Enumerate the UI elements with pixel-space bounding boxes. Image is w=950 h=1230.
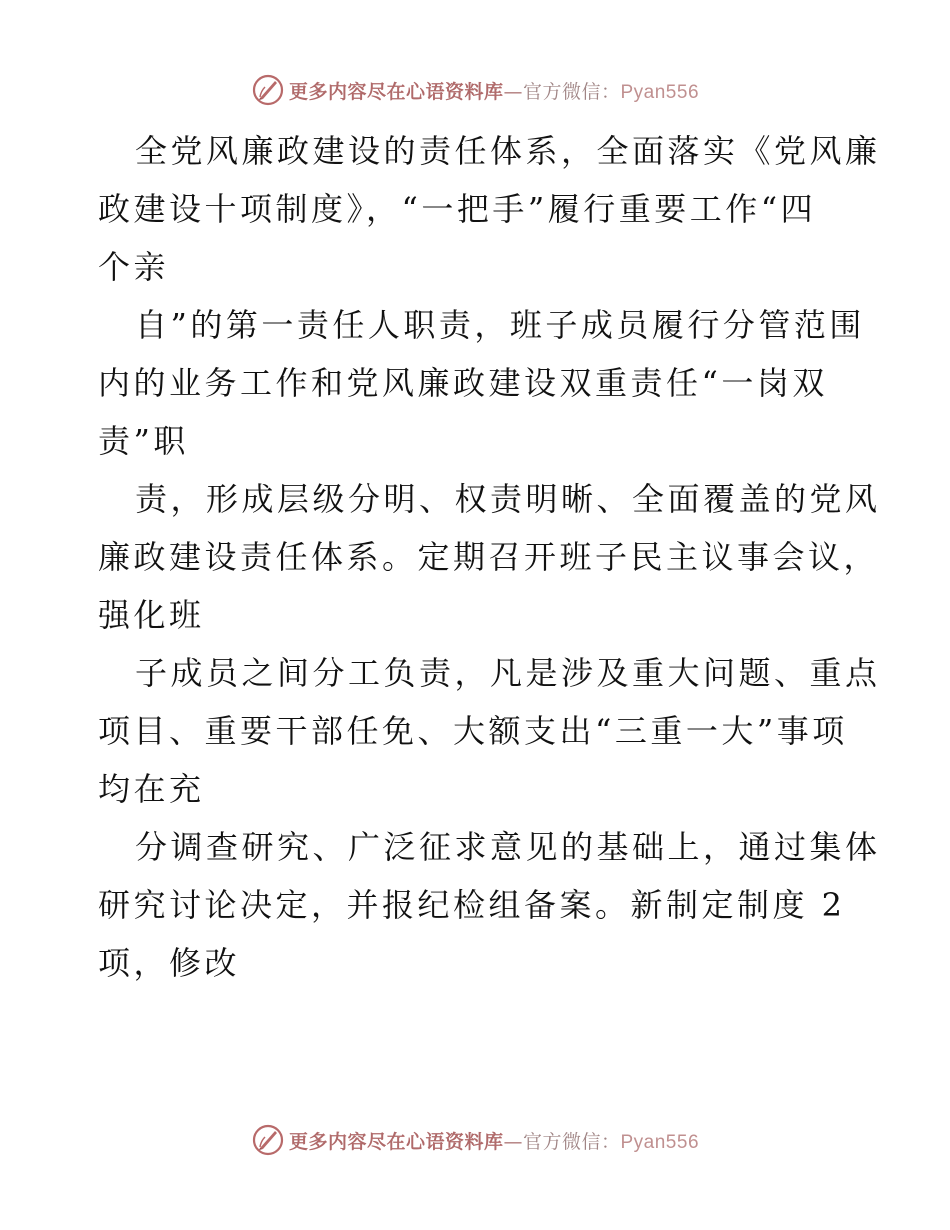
text-line: 项目、重要干部任免、大额支出“三重一大”事项 xyxy=(98,712,848,750)
text-line: 强化班 xyxy=(98,596,205,634)
text-line: 责”职 xyxy=(98,422,189,460)
text-line: 个亲 xyxy=(98,248,170,286)
watermark-main: 更多内容尽在心语资料库 xyxy=(288,80,504,103)
watermark-wechat-label: 官方微信： xyxy=(522,1130,621,1153)
text-line: 全党风廉政建设的责任体系，全面落实《党风廉 xyxy=(135,132,881,170)
quill-logo-icon xyxy=(251,73,285,107)
footer-watermark xyxy=(0,1120,950,1160)
watermark-wechat-id: Pyan556 xyxy=(620,81,700,103)
text-line: 项，修改 xyxy=(98,944,241,982)
text-line: 内的业务工作和党风廉政建设双重责任“一岗双 xyxy=(98,364,828,402)
quill-logo-icon xyxy=(251,1123,285,1157)
paragraph xyxy=(98,644,881,818)
watermark-wechat-label: 官方微信： xyxy=(522,80,621,103)
document-body xyxy=(98,122,881,992)
paragraph xyxy=(98,296,868,470)
text-line: 研究讨论决定，并报纪检组备案。新制定制度 2 xyxy=(98,886,846,924)
text-line: 政建设十项制度》，“一把手”履行重要工作“四 xyxy=(98,190,817,228)
watermark-text xyxy=(289,77,699,104)
watermark-main: 更多内容尽在心语资料库 xyxy=(288,1130,504,1153)
watermark-text xyxy=(289,1127,699,1154)
paragraph xyxy=(98,122,881,296)
paragraph xyxy=(98,818,881,992)
paragraph xyxy=(98,470,881,644)
text-line: 自”的第一责任人职责，班子成员履行分管范围 xyxy=(135,306,865,344)
watermark-dash: — xyxy=(503,1130,523,1153)
header-watermark xyxy=(0,70,950,110)
watermark-dash: — xyxy=(503,80,523,103)
text-line: 子成员之间分工负责，凡是涉及重大问题、重点 xyxy=(135,654,881,692)
text-line: 均在充 xyxy=(98,770,205,808)
text-line: 责，形成层级分明、权责明晰、全面覆盖的党风 xyxy=(135,480,881,518)
watermark-wechat-id: Pyan556 xyxy=(620,1131,700,1153)
text-line: 分调查研究、广泛征求意见的基础上，通过集体 xyxy=(135,828,881,866)
text-line: 廉政建设责任体系。定期召开班子民主议事会议， xyxy=(98,538,880,576)
